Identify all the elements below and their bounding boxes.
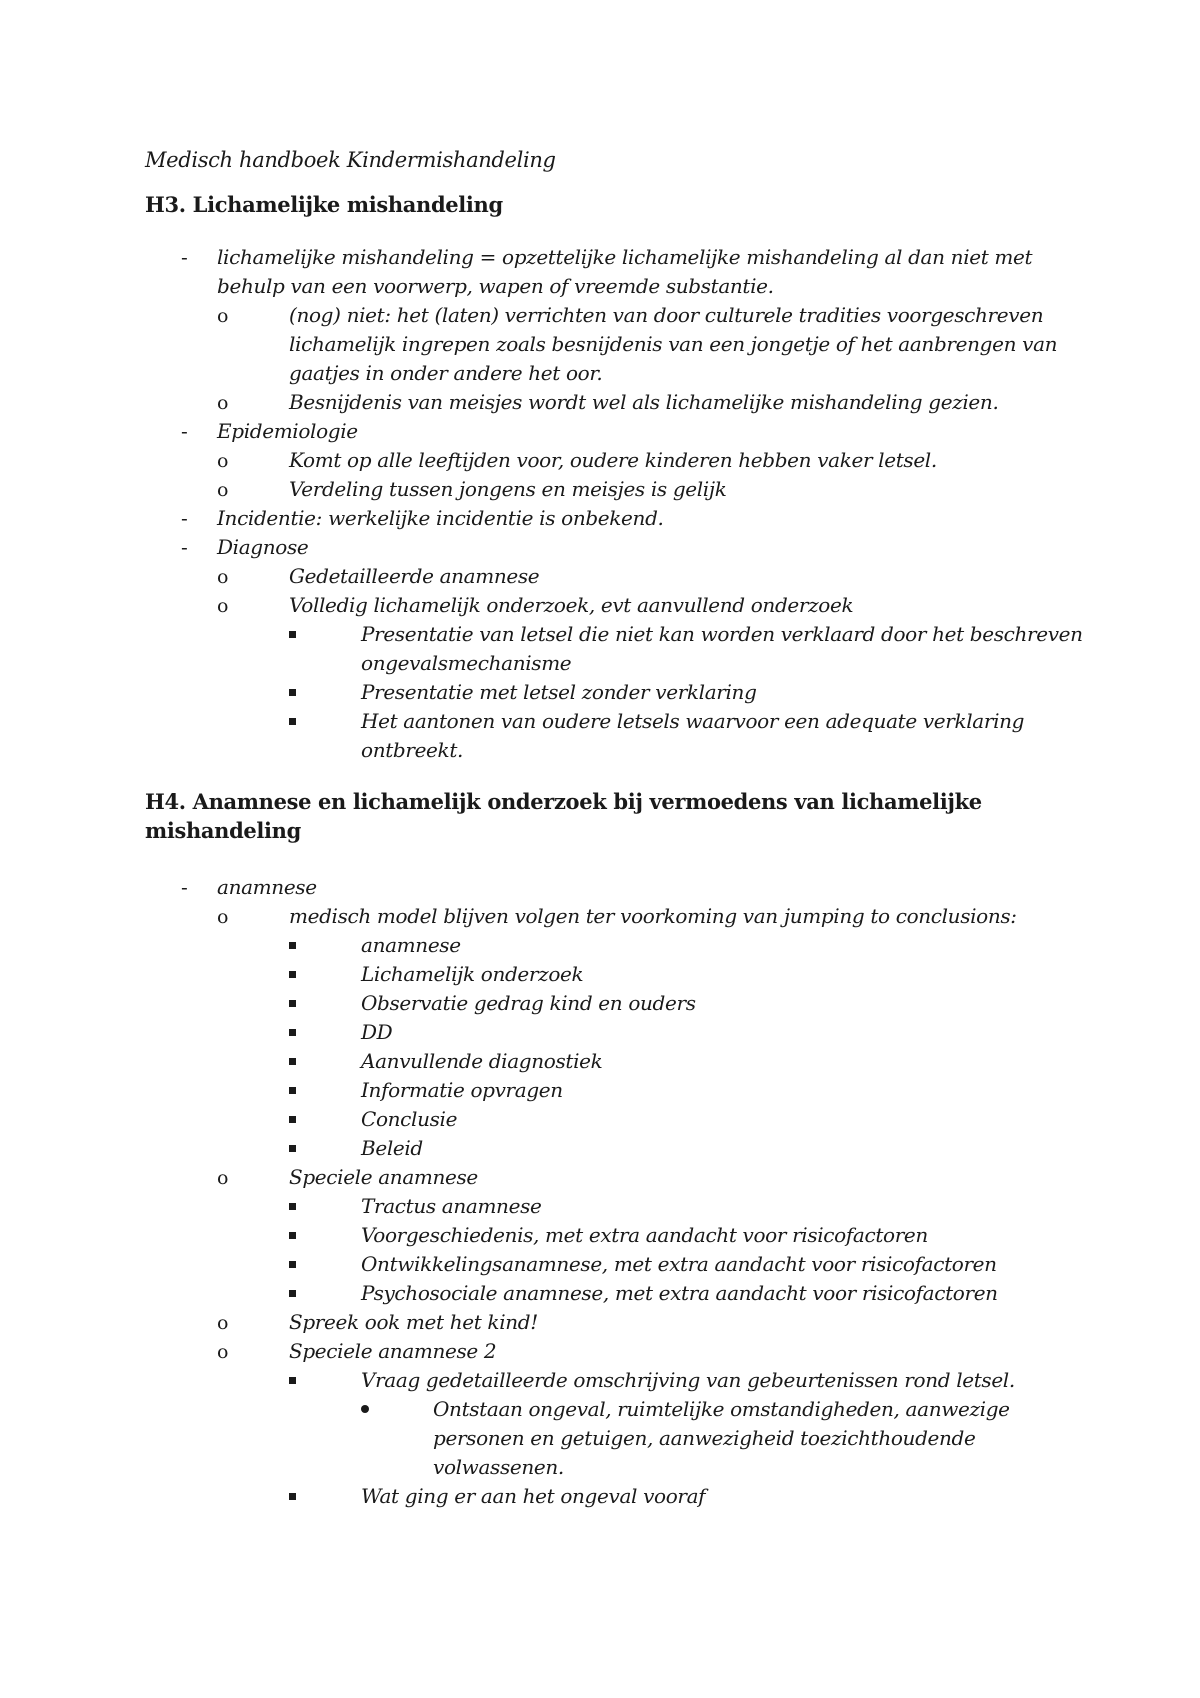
list-item: o Speciele anamnese Tractus anamnese Voorgeschiedenis, met extra aandacht voor risicofactoren Ontwikkelingsanamnese, met extra aandacht voor risicofactoren Psychosociale anamnese, met extra aandacht voor risicofactoren	[217, 1163, 1090, 1308]
square-bullet-icon	[289, 1076, 361, 1105]
square-bullet-icon	[289, 1134, 361, 1163]
dash-bullet-icon	[181, 533, 253, 562]
list-item: Voorgeschiedenis, met extra aandacht voor risicofactoren	[289, 1221, 1090, 1250]
list-item: Tractus anamnese	[289, 1192, 1090, 1221]
circle-bullet-icon	[217, 475, 289, 505]
list-item: Ontstaan ongeval, ruimtelijke omstandigheden, aanwezige personen en getuigen, aanwezigheid toezichthoudende volwassenen.	[361, 1395, 1090, 1482]
square-bullet-icon	[289, 989, 361, 1018]
square-bullet-icon	[289, 1250, 361, 1279]
list-item: Beleid	[289, 1134, 1090, 1163]
list-item: o Volledig lichamelijk onderzoek, evt aanvullend onderzoek Presentatie van letsel die niet kan worden verklaard door het beschreven ongevalsmechanisme Presentatie met letsel zonder verklaring Het aantonen van oudere letsels waarvoor een adequate verklaring ontbreekt.	[217, 591, 1090, 765]
list-item: Aanvullende diagnostiek	[289, 1047, 1090, 1076]
list-item: o Besnijdenis van meisjes wordt wel als lichamelijke mishandeling gezien.	[217, 388, 1090, 417]
circle-bullet-icon	[217, 902, 289, 932]
document-title: Medisch handboek Kindermishandeling	[145, 148, 556, 172]
h3-list	[145, 243, 1090, 765]
circle-bullet-icon	[217, 1337, 289, 1367]
list-item: DD	[289, 1018, 1090, 1047]
circle-bullet-icon	[217, 591, 289, 621]
list-item: Presentatie van letsel die niet kan worden verklaard door het beschreven ongevalsmechanisme	[289, 620, 1090, 678]
square-bullet-icon	[289, 960, 361, 989]
list-item: o medisch model blijven volgen ter voorkoming van jumping to conclusions: anamnese Lichamelijk onderzoek Observatie gedrag kind en ouders DD Aanvullende diagnostiek Informatie opvragen Conclusie Beleid	[217, 902, 1090, 1163]
circle-bullet-icon	[217, 388, 289, 418]
list-item: Psychosociale anamnese, met extra aandacht voor risicofactoren	[289, 1279, 1090, 1308]
square-bullet-icon	[289, 678, 361, 707]
list-item: Het aantonen van oudere letsels waarvoor een adequate verklaring ontbreekt.	[289, 707, 1090, 765]
list-item: o Verdeling tussen jongens en meisjes is gelijk	[217, 475, 1090, 504]
list-item: o (nog) niet: het (laten) verrichten van door culturele tradities voorgeschreven lichamelijk ingrepen zoals besnijdenis van een jongetje of het aanbrengen van gaatjes in onder andere het oor.	[217, 301, 1090, 388]
square-bullet-icon	[289, 1279, 361, 1308]
list-item: Observatie gedrag kind en ouders	[289, 989, 1090, 1018]
circle-bullet-icon	[217, 1163, 289, 1193]
dash-bullet-icon	[181, 243, 253, 272]
list-item: o Gedetailleerde anamnese	[217, 562, 1090, 591]
list-item: Lichamelijk onderzoek	[289, 960, 1090, 989]
square-bullet-icon	[289, 931, 361, 960]
list-item: Informatie opvragen	[289, 1076, 1090, 1105]
square-bullet-icon	[289, 1482, 361, 1511]
dash-bullet-icon	[181, 504, 253, 533]
list-item: Presentatie met letsel zonder verklaring	[289, 678, 1090, 707]
circle-bullet-icon	[217, 562, 289, 592]
list-item: o Spreek ook met het kind!	[217, 1308, 1090, 1337]
list-item: anamnese	[289, 931, 1090, 960]
square-bullet-icon	[289, 1221, 361, 1250]
list-item: Conclusie	[289, 1105, 1090, 1134]
list-item: o Speciele anamnese 2 Vraag gedetailleerde omschrijving van gebeurtenissen rond letsel. Ontstaan ongeval, ruimtelijke omstandigheden, aanwezige personen en getuigen, aanwezigheid toezichthoudende volwassenen. Wat ging er aan het ongeval vooraf	[217, 1337, 1090, 1511]
list-item: - lichamelijke mishandeling = opzettelijke lichamelijke mishandeling al dan niet met behulp van een voorwerp, wapen of vreemde substantie. o (nog) niet: het (laten) verrichten van door culturele tradities voorgeschreven lichamelijk ingrepen zoals besnijdenis van een jongetje of het aanbrengen van gaatjes in onder andere het oor. o Besnijdenis van meisjes wordt wel als lichamelijke mishandeling gezien.	[145, 243, 1090, 417]
square-bullet-icon	[289, 1192, 361, 1221]
circle-bullet-icon	[217, 1308, 289, 1338]
list-item: - Epidemiologie o Komt op alle leeftijden voor, oudere kinderen hebben vaker letsel. o Verdeling tussen jongens en meisjes is gelijk	[145, 417, 1090, 504]
list-item: - anamnese o medisch model blijven volgen ter voorkoming van jumping to conclusions: anamnese Lichamelijk onderzoek Observatie gedrag kind en ouders DD Aanvullende diagnostiek Informatie opvragen Conclusie Beleid o Speciele anamnese Tractus anamnese Voorgeschiedenis, met extra aandacht voor risicofactoren Ontwikkelingsanamnese, met extra aandacht voor risicofactoren Psychosociale anamnese, met extra aandacht voor risicofactoren o Spreek ook met het kind! o Speciele anamnese 2 Vraag gedetailleerde omschrijving van gebeurtenissen rond letsel. Ontstaan ongeval, ruimtelijke omstandigheden, aanwezige personen en getuigen, aanwezigheid toezichthoudende volwassenen. Wat ging er aan het ongeval vooraf	[145, 873, 1090, 1511]
square-bullet-icon	[289, 1366, 361, 1395]
h4-list	[145, 873, 1090, 1511]
list-item: Vraag gedetailleerde omschrijving van gebeurtenissen rond letsel. Ontstaan ongeval, ruimtelijke omstandigheden, aanwezige personen en getuigen, aanwezigheid toezichthoudende volwassenen.	[289, 1366, 1090, 1482]
list-item: Wat ging er aan het ongeval vooraf	[289, 1482, 1090, 1511]
square-bullet-icon	[289, 707, 361, 736]
list-item: Ontwikkelingsanamnese, met extra aandacht voor risicofactoren	[289, 1250, 1090, 1279]
dash-bullet-icon	[181, 873, 253, 902]
square-bullet-icon	[289, 1018, 361, 1047]
section-heading-h3: H3. Lichamelijke mishandeling	[145, 192, 503, 217]
list-item: - Incidentie: werkelijke incidentie is onbekend.	[145, 504, 1090, 533]
square-bullet-icon	[289, 1105, 361, 1134]
circle-bullet-icon	[217, 446, 289, 476]
square-bullet-icon	[289, 620, 361, 649]
dot-bullet-icon	[361, 1395, 433, 1424]
square-bullet-icon	[289, 1047, 361, 1076]
list-item: o Komt op alle leeftijden voor, oudere kinderen hebben vaker letsel.	[217, 446, 1090, 475]
circle-bullet-icon	[217, 301, 289, 331]
dash-bullet-icon	[181, 417, 253, 446]
section-heading-h4: H4. Anamnese en lichamelijk onderzoek bij vermoedens van lichamelijke mishandeling	[145, 789, 982, 843]
list-item: - Diagnose o Gedetailleerde anamnese o Volledig lichamelijk onderzoek, evt aanvullend onderzoek Presentatie van letsel die niet kan worden verklaard door het beschreven ongevalsmechanisme Presentatie met letsel zonder verklaring Het aantonen van oudere letsels waarvoor een adequate verklaring ontbreekt.	[145, 533, 1090, 765]
